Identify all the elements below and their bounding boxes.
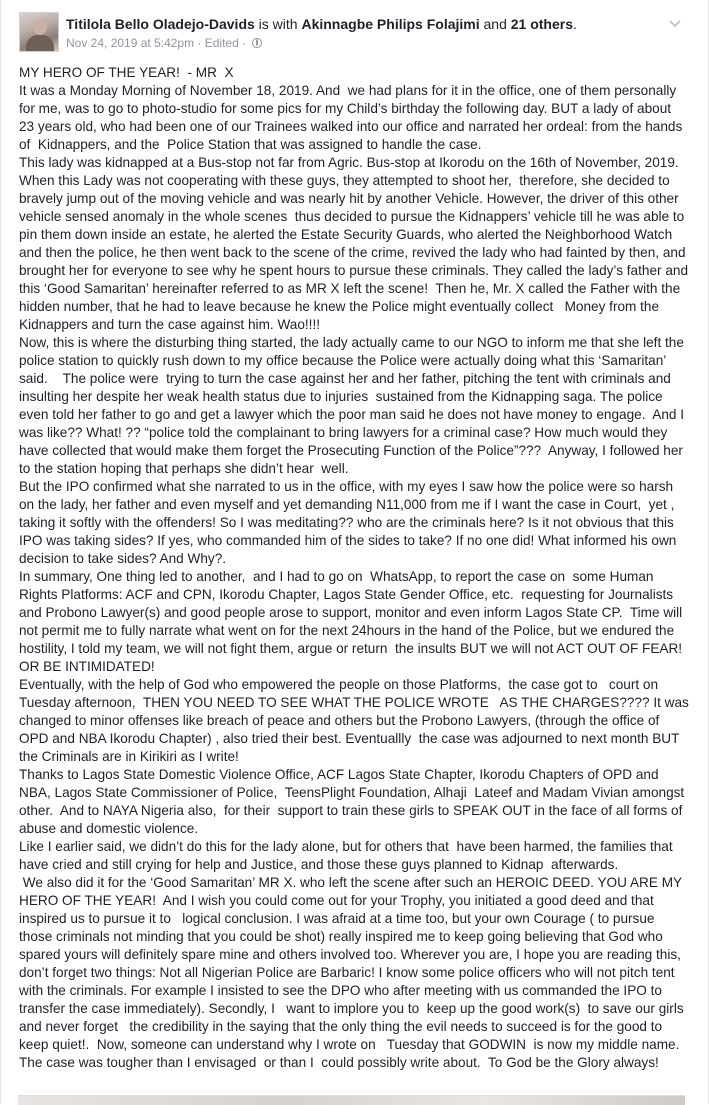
avatar-face	[33, 19, 47, 35]
with-text: is with	[254, 16, 302, 32]
period: .	[573, 16, 577, 32]
timestamp[interactable]: Nov 24, 2019 at 5:42pm	[66, 36, 195, 50]
globe-icon[interactable]	[252, 38, 262, 48]
avatar-body	[26, 35, 54, 52]
tagged-person[interactable]: Akinnagbe Philips Folajimi	[301, 16, 480, 32]
author-name[interactable]: Titilola Bello Oladejo-Davids	[66, 16, 255, 32]
avatar[interactable]	[19, 12, 59, 52]
others-link[interactable]: 21 others	[510, 16, 573, 32]
author-line	[66, 15, 646, 33]
post-meta	[66, 35, 262, 51]
and-text: and	[479, 16, 511, 32]
chevron-down-icon[interactable]	[668, 17, 682, 31]
post-header	[19, 12, 689, 56]
post-body: MY HERO OF THE YEAR! - MR X It was a Monday Morning of November 18, 2019. And we had plans for it in the office, one of them personally for me, was to go to photo-studio for some pics for my Child’s birthday the following day. BUT a lady of about 23 years old, who had been one of our Trainees walked into our office and narrated her ordeal: from the hands of Kidnappers, and the Police Station that was assigned to handle the case. This lady was kidnapped at a Bus-stop not far from Agric. Bus-stop at Ikorodu on the 16th of November, 2019. When this Lady was not cooperating with these guys, they attempted to shoot her, therefore, she decided to bravely jump out of the moving vehicle and was nearly hit by another Vehicle. However, the driver of this other vehicle sensed anomaly in the whole scenes thus decided to pursue the Kidnappers’ vehicle till he was able to pin them down inside an estate, he alerted the Estate Security Guards, who alerted the Neighborhood Watch and then the police, he then went back to the scene of the crime, revived the lady who had fainted by then, and brought her for everyone to see why he spent hours to pursue these criminals. They called the lady’s father and this ‘Good Samaritan’ hereinafter referred to as MR X left the scene! Then he, Mr. X called the Father with the hidden number, that he had to leave because he knew the Police might eventually collect Money from the Kidnappers and turn the case against him. Wao!!!! Now, this is where the disturbing thing started, the lady actually came to our NGO to inform me that she left the police station to quickly rush down to my office because the Police were actually doing what this ‘Samaritan’ said. The police were trying to turn the case against her and her father, pitching the tent with criminals and insulting her despite her weak health status due to injuries sustained from the Kidnapping saga. The police even told her father to go and get a lawyer which the poor man said he does not have money to engage. And I was like?? What! ?? “police told the complainant to bring lawyers for a criminal case? How much would they have collected that would make them forget the Prosecuting Function of the Police”??? Anyway, I followed her to the station hoping that perhaps she didn’t hear well. But the IPO confirmed what she narrated to us in the office, with my eyes I saw how the police were so harsh on the lady, her father and even myself and yet demanding N11,000 from me if I want the case in Court, yet , taking it softly with the offenders! So I was meditating?? who are the criminals here? Is it not obvious that this IPO was taking sides? If yes, who commanded him of the sides to take? If no one did! What informed his own decision to take sides? And Why?. In summary, One thing led to another, and I had to go on WhatsApp, to report the case on some Human Rights Platforms: ACF and CPN, Ikorodu Chapter, Lagos State Gender Office, etc. requesting for Journalists and Probono Lawyer(s) and good people arose to support, monitor and even inform Lagos State CP. Time will not permit me to fully narrate what went on for the next 24hours in the hand of the Police, but we endured the hostility, I told my team, we will not fight them, argue or return the insults BUT we will not ACT OUT OF FEAR! OR BE INTIMIDATED! Eventually, with the help of God who empowered the people on those Platforms, the case got to court on Tuesday afternoon, THEN YOU NEED TO SEE WHAT THE POLICE WROTE AS THE CHARGES???? It was changed to minor offenses like breach of peace and others but the Probono Lawyers, (through the office of OPD and NBA Ikorodu Chapter) , also tried their best. Eventuallly the case was adjourned to next month BUT the Criminals are in Kirikiri as I write! Thanks to Lagos State Domestic Violence Office, ACF Lagos State Chapter, Ikorodu Chapters of OPD and NBA, Lagos State Commissioner of Police, TeensPlight Foundation, Alhaji Lateef and Madam Vivian amongst other. And to NAYA Nigeria also, for their support to train these girls to SPEAK OUT in the face of all forms of abuse and domestic violence. Like I earlier said, we didn’t do this for the lady alone, but for others that have been harmed, the families that have cried and still crying for help and Justice, and those these guys planned to Kidnap afterwards. We also did it for the ‘Good Samaritan’ MR X. who left the scene after such an HEROIC DEED. YOU ARE MY HERO OF THE YEAR! And I wish you could come out for your Trophy, you initiated a good deed and that inspired us to pursue it to logical conclusion. I was afraid at a time too, but your own Courage ( to pursue those criminals not minding that you could be shot) really inspired me to keep going believing that God who spared yours will definitely spare mine and others involved too. Wherever you are, I hope you are reading this, don’t forget two things: Not all Nigerian Police are Barbaric! I know some police officers who will not pitch tent with the criminals. For example I insisted to see the DPO who after meeting with us commanded the IPO to transfer the case immediately). Secondly, I want to implore you to keep up the good work(s) to save our girls and never forget the credibility in the saying that the only thing the evil needs to succeed is for the good to keep quiet!. Now, someone can understand why I wrote on Tuesday that GODWIN is now my middle name. The case was tougher than I envisaged or than I could possibly write about. To God be the Glory always!	[19, 65, 689, 1070]
edited-label[interactable]: · Edited ·	[194, 36, 250, 50]
